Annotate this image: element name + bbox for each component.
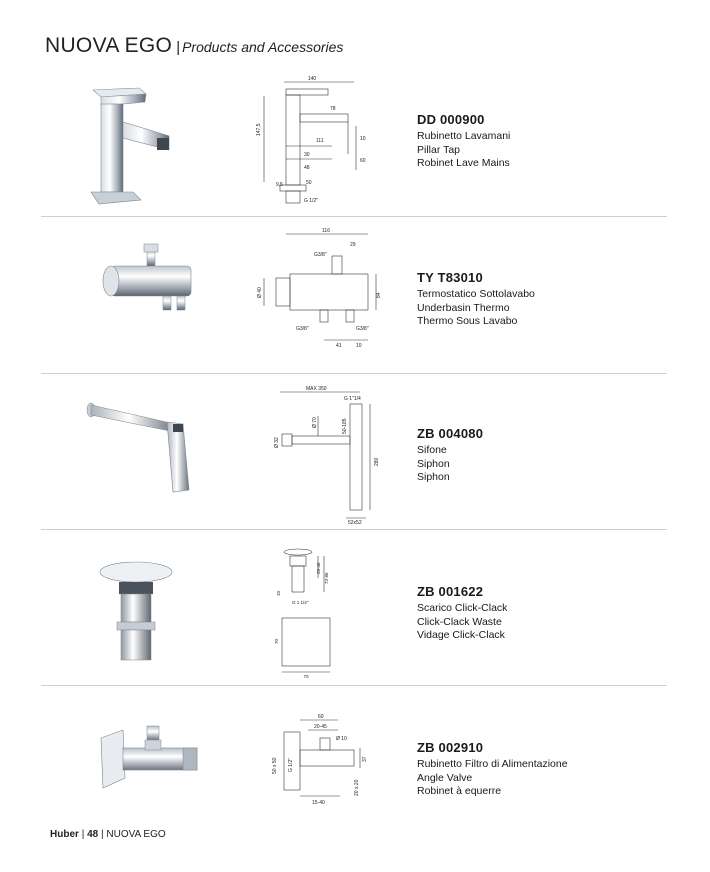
dim-label: 60 [360,158,366,164]
row-divider [41,685,667,686]
dim-label: 28-46 [316,562,321,574]
product-name-it: Sifone [417,444,447,456]
row-divider [41,529,667,530]
page-footer [50,829,166,840]
product-name-fr: Vidage Click-Clack [417,629,505,641]
footer-separator: | [100,829,104,840]
dim-label: G 1/2" [288,757,294,772]
dim-label: 70 [274,638,279,644]
product-name-en: Siphon [417,457,450,470]
product-name-en: Underbasin Thermo [417,301,510,314]
dim-label: 10 [360,136,366,142]
product-row-zb004080 [41,378,667,528]
product-name-it: Rubinetto Filtro di Alimentazione [417,758,568,770]
dim-label: 30 [304,152,310,158]
siphon-drawing [256,382,386,527]
pillar-tap-photo [71,80,201,210]
dim-label: 50-185 [342,418,348,434]
product-name-fr: Thermo Sous Lavabo [417,315,518,327]
thermostatic-photo [71,230,201,360]
product-name-en: Click-Clack Waste [417,615,502,628]
dim-label: 78 [330,106,336,112]
dim-label: Ø 40 [257,287,263,298]
dim-label: G 1 1/4" [292,600,309,605]
product-name-fr: Robinet Lave Mains [417,157,510,169]
product-name-en: Pillar Tap [417,143,460,156]
dim-label: 52x52 [348,520,362,526]
dim-label: 50 x 50 [272,757,278,774]
dim-label: 10 [276,590,281,596]
click-clack-photo [71,548,201,678]
product-info [417,740,657,799]
product-name-it: Termostatico Sottolavabo [417,288,535,300]
dim-label: G 1/2" [304,198,319,204]
product-info [417,112,657,171]
dim-label: 20 x 20 [354,779,360,796]
dim-label: 116 [322,228,330,234]
dim-label: 147,5 [256,123,262,136]
row-divider [41,373,667,374]
product-info [417,270,657,329]
dim-label: 140 [307,76,317,82]
product-info [417,426,657,485]
dim-label: MAX 350 [306,386,327,392]
dim-label: 10 [356,343,362,349]
product-row-zb001622 [41,534,667,684]
dim-label: 280 [374,457,380,466]
product-name-fr: Siphon [417,471,450,483]
dim-label: 50 [306,180,312,186]
dim-label: G 1"1/4 [344,396,361,402]
dim-label: 9,5 [276,182,283,188]
product-name-en: Angle Valve [417,771,473,784]
pillar-tap-drawing [256,74,386,219]
dim-label: 111 [316,138,324,144]
click-clack-drawing [256,538,386,683]
dim-label: Ø 32 [274,437,280,448]
dim-label: 41 [336,343,342,349]
dim-label: 15-40 [312,800,325,806]
brand-title: NUOVA EGO [45,34,173,57]
dim-label: 20-45 [314,724,327,730]
dim-label: 73-86 [324,572,329,584]
dim-label: G3/8" [314,252,327,258]
dim-label: 70 [303,674,309,679]
product-code: TY T83010 [417,270,483,285]
dim-label: G3/8" [296,326,309,332]
dim-label: 37 [362,756,368,762]
product-name-it: Scarico Click-Clack [417,602,508,614]
dim-label: Ø 70 [312,417,318,428]
product-code: ZB 004080 [417,426,484,441]
siphon-photo [71,388,201,518]
footer-separator: | [81,829,85,840]
dim-label: 84 [376,292,382,298]
product-info [417,584,657,643]
dim-label: 60 [318,714,324,720]
dim-label: Ø 10 [336,736,347,742]
page-subtitle: Products and Accessories [182,39,344,55]
dim-label: 48 [304,165,310,171]
product-name-fr: Robinet à equerre [417,785,502,797]
product-code: ZB 002910 [417,740,484,755]
product-row-dd000900 [41,70,667,216]
header-separator: | [176,39,181,56]
dim-label: G3/8" [356,326,369,332]
page-header [45,34,343,58]
product-code: DD 000900 [417,112,485,127]
angle-valve-drawing [256,712,386,812]
product-name-it: Rubinetto Lavamani [417,130,511,142]
footer-brand: Huber [50,829,79,840]
product-row-tyt83010 [41,222,667,372]
row-divider [41,216,667,217]
page-number: 48 [87,829,99,840]
thermostatic-drawing [256,226,386,371]
product-row-zb002910 [41,690,667,820]
product-code: ZB 001622 [417,584,484,599]
angle-valve-photo [71,708,201,818]
footer-section: NUOVA EGO [106,829,166,840]
dim-label: 29 [350,242,356,248]
